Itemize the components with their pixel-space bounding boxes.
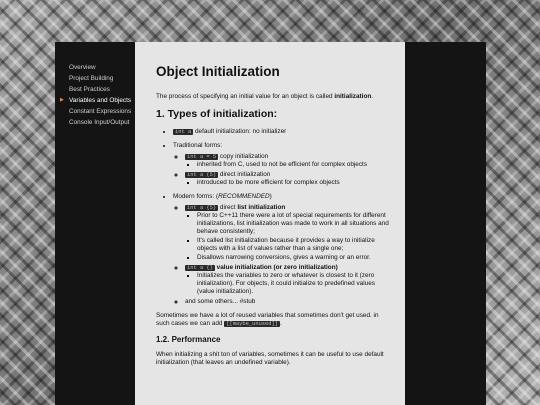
code-default: int a <box>175 129 192 135</box>
list-item-value-init <box>185 264 389 296</box>
list-item-others: ◦ and some others... #stub <box>185 298 389 306</box>
copy-text: copy initialization <box>218 153 269 160</box>
list-init-bold: list initialization <box>237 204 286 211</box>
list-item-modern <box>173 193 389 306</box>
list-init-pre: direct <box>218 204 238 211</box>
value-init-bold: value initialization (or zero initialization) <box>214 264 338 271</box>
default-text: default initialization: no initializer <box>193 128 287 135</box>
list-init-note: ▪ Disallows narrowing conversions, gives a warning or an error. <box>197 254 389 262</box>
list-item-traditional <box>173 142 389 187</box>
direct-note: ▪ introduced to be more efficient for complex objects <box>197 179 389 187</box>
traditional-list <box>173 153 389 187</box>
nav-item-project-building[interactable]: Project Building <box>69 75 114 82</box>
section-heading-types: 1. Types of initialization: <box>156 108 278 120</box>
types-list <box>156 128 389 306</box>
code-maybe-unused: [[maybe_unused]] <box>226 321 278 327</box>
modern-em: RECOMMENDED <box>218 193 270 200</box>
code-copy: int a = 5 <box>187 154 217 160</box>
intro-bold: initialization <box>334 93 372 100</box>
unused-text: Sometimes we have a lot of reused variables that sometimes don't get used. in such cases we can add <box>156 312 379 327</box>
unused-end: . <box>279 320 282 327</box>
performance-paragraph: When initializing a shit ton of variables, sometimes it can be useful to use default initialization (that leaves an undefined variable). <box>156 351 384 366</box>
direct-text: direct initialization <box>218 171 271 178</box>
direct-notes <box>185 179 389 187</box>
nav-list <box>55 42 135 128</box>
list-init-note: ▪ Prior to C++11 there were a lot of special requirements for different initializations, list initialization was made to work in all situations and behave consistently; <box>197 212 389 236</box>
code-direct: int a (5) <box>187 172 217 178</box>
code-list-init: int a {5} <box>187 205 217 211</box>
nav-item-constant-expressions[interactable]: Constant Expressions <box>69 108 132 115</box>
intro-paragraph <box>156 93 389 101</box>
intro-text: The process of specifying an initial value for an object is called <box>156 93 333 100</box>
copy-notes <box>185 161 389 169</box>
nav-item-overview[interactable]: Overview <box>69 64 96 71</box>
list-item-direct <box>185 171 389 187</box>
list-item-default <box>173 128 389 136</box>
page-title: Object Initialization <box>156 64 280 79</box>
modern-prefix: Modern forms: ( <box>173 193 219 200</box>
traditional-label: Traditional forms: <box>173 142 223 149</box>
intro-end: . <box>371 93 374 100</box>
article-content <box>135 42 405 405</box>
section-heading-performance: 1.2. Performance <box>156 335 221 344</box>
modern-suffix: ) <box>269 193 272 200</box>
modern-list <box>173 204 389 306</box>
sidebar-nav <box>55 42 135 405</box>
nav-item-variables-and-objects[interactable]: ▶ Variables and Objects <box>55 95 135 106</box>
code-value-init: int a {} <box>187 265 213 271</box>
list-item-list-init <box>185 204 389 262</box>
copy-note: ▪ inherited from C, used to not be efficient for complex objects <box>197 161 389 169</box>
list-init-note: ▪ It's called list initialization because it provides a way to initialize objects with a list of values rather than a single one; <box>197 237 389 253</box>
unused-paragraph <box>156 312 389 328</box>
right-panel <box>405 42 486 405</box>
value-init-note: ▪ Initializes the variables to zero or whatever is closest to it (zero initialization). For objects, it could initialize to predefined values (value initialization). <box>197 272 389 296</box>
list-item-copy <box>185 153 389 169</box>
list-init-notes <box>185 212 389 262</box>
value-init-notes <box>185 272 389 296</box>
nav-item-console-io[interactable]: Console Input/Output <box>69 119 130 126</box>
nav-item-best-practices[interactable]: Best Practices <box>69 86 110 93</box>
